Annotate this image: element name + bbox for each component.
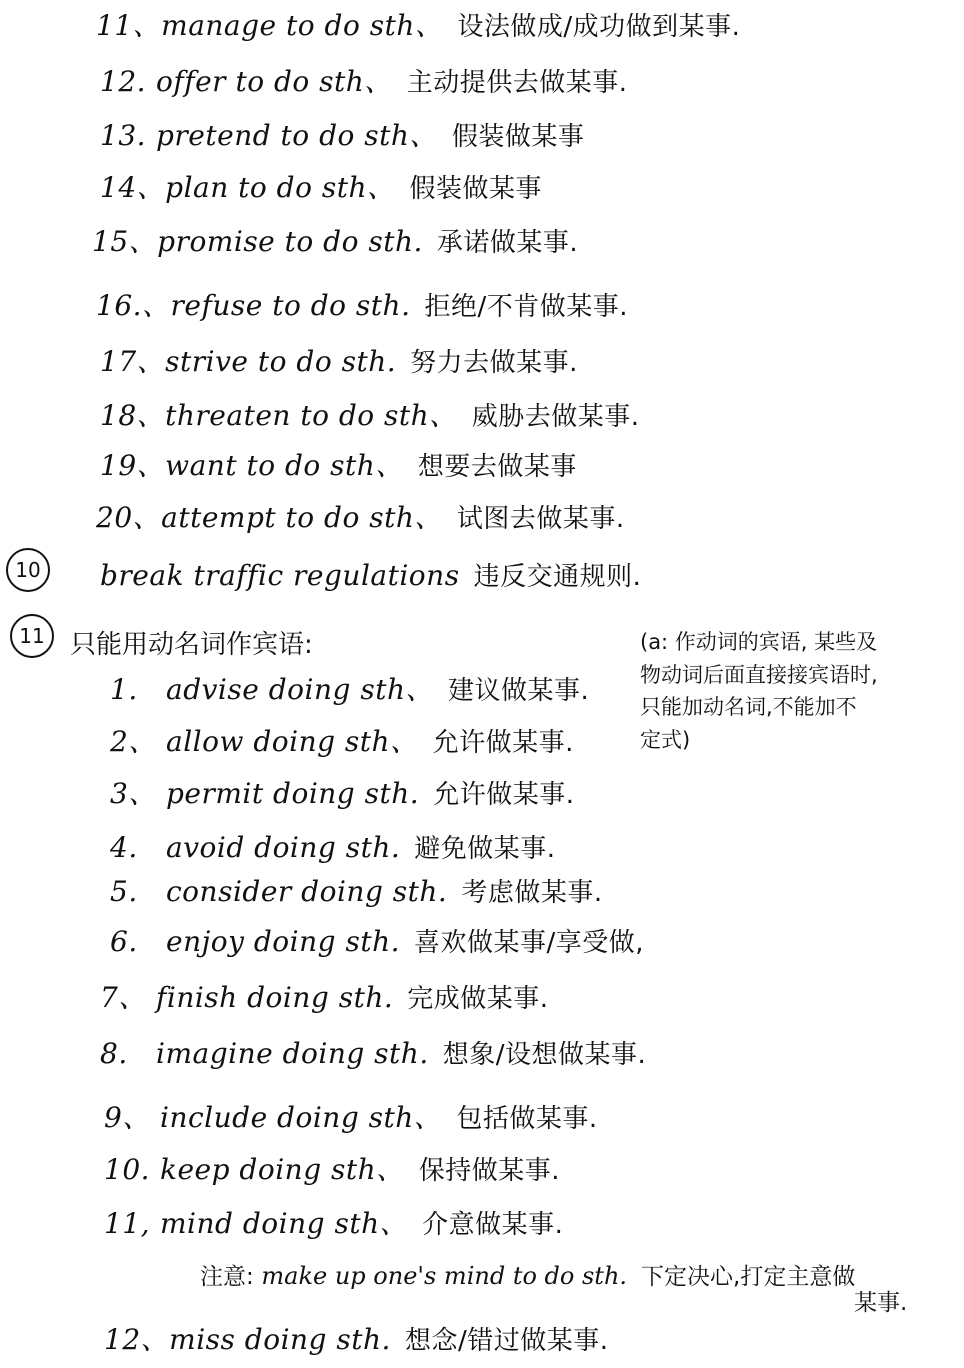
- item-number: 4.: [110, 831, 138, 864]
- item-number: 13.: [100, 119, 147, 152]
- section-marker: 10: [6, 548, 50, 592]
- item-number: 5.: [110, 875, 138, 908]
- item-meaning: 假装做某事: [451, 122, 585, 152]
- item-number: 8.: [100, 1037, 128, 1070]
- list-item: [104, 1101, 598, 1134]
- usage-note-meaning: 下定决心,打定主意做: [641, 1264, 856, 1290]
- item-number: 3、: [110, 777, 157, 810]
- item-phrase: imagine doing sth.: [156, 1037, 429, 1070]
- item-number: 1.: [110, 673, 138, 706]
- item-number: 15、: [92, 225, 158, 258]
- list-item: [100, 65, 628, 98]
- item-number: 9、: [104, 1101, 151, 1134]
- list-item: [100, 345, 578, 378]
- item-phrase: include doing sth、: [160, 1101, 443, 1134]
- list-item: [104, 1207, 564, 1240]
- list-item: [110, 831, 556, 864]
- item-meaning: 想要去做某事: [417, 452, 577, 482]
- item-meaning: 试图去做某事.: [456, 504, 625, 534]
- item-number: 14、: [100, 171, 166, 204]
- list-item: [104, 1153, 560, 1186]
- list-item: [110, 875, 603, 908]
- item-phrase: attempt to do sth、: [161, 501, 443, 534]
- item-phrase: permit doing sth.: [166, 777, 420, 810]
- item-meaning: 设法做成/成功做到某事.: [457, 12, 741, 42]
- item-number: 18、: [100, 399, 166, 432]
- item-phrase: mind doing sth、: [160, 1207, 409, 1240]
- list-item: [92, 225, 579, 258]
- item-meaning: 想念/错过做某事.: [404, 1326, 609, 1356]
- item-number: 11,: [104, 1207, 151, 1240]
- item-number: 17、: [100, 345, 166, 378]
- item-number: 2、: [110, 725, 157, 758]
- item-phrase: manage to do sth、: [161, 9, 444, 42]
- list-item: [110, 925, 645, 958]
- list-item: [100, 171, 543, 204]
- list-item: [96, 9, 741, 42]
- item-number: 6.: [110, 925, 138, 958]
- item-phrase: enjoy doing sth.: [166, 925, 401, 958]
- item-number: 16.、: [96, 289, 171, 322]
- list-item: [110, 777, 575, 810]
- list-item: [100, 399, 640, 432]
- item-meaning: 拒绝/不肯做某事.: [424, 292, 628, 322]
- item-meaning: 假装做某事: [409, 174, 543, 204]
- item-phrase: consider doing sth.: [166, 875, 448, 908]
- item-number: 11、: [96, 9, 162, 42]
- item-meaning: 承诺做某事.: [436, 228, 579, 258]
- list-item: [100, 449, 577, 482]
- side-note: [640, 626, 940, 756]
- item-phrase: want to do sth、: [165, 449, 404, 482]
- item-phrase: offer to do sth、: [156, 65, 393, 98]
- item-meaning: 考虑做某事.: [461, 878, 603, 908]
- item-phrase: advise doing sth、: [166, 673, 434, 706]
- item-number: 12.: [100, 65, 147, 98]
- usage-note-phrase: make up one's mind to do sth.: [261, 1262, 628, 1290]
- item-phrase: threaten to do sth、: [165, 399, 458, 432]
- item-meaning: 包括做某事.: [456, 1104, 598, 1134]
- item-phrase: finish doing sth.: [156, 981, 394, 1014]
- side-note-line: 只能加动名词,不能加不: [640, 695, 857, 720]
- list-item: [96, 289, 628, 322]
- item-meaning: 保持做某事.: [418, 1156, 560, 1186]
- list-item: [100, 119, 585, 152]
- list-item: [110, 673, 590, 706]
- item-meaning: 完成做某事.: [407, 984, 549, 1014]
- usage-note-label: 注意:: [200, 1264, 254, 1290]
- list-item: [104, 1323, 609, 1356]
- item-meaning: 违反交通规则.: [473, 562, 642, 592]
- item-phrase: keep doing sth、: [160, 1153, 405, 1186]
- usage-note: [200, 1258, 855, 1291]
- item-meaning: 避免做某事.: [414, 834, 556, 864]
- list-item: [96, 501, 625, 534]
- list-item: [100, 981, 549, 1014]
- item-phrase: plan to do sth、: [165, 171, 396, 204]
- item-phrase: allow doing sth、: [166, 725, 419, 758]
- item-phrase: pretend to do sth、: [156, 119, 438, 152]
- item-meaning: 允许做某事.: [433, 780, 575, 810]
- item-phrase: avoid doing sth.: [166, 831, 401, 864]
- item-number: 10.: [104, 1153, 151, 1186]
- side-note-line: 物动词后面直接接宾语时,: [640, 662, 878, 687]
- item-phrase: promise to do sth.: [157, 225, 423, 258]
- section-10-line: [100, 559, 642, 592]
- item-meaning: 允许做某事.: [432, 728, 574, 758]
- item-meaning: 努力去做某事.: [410, 348, 578, 378]
- item-meaning: 主动提供去做某事.: [406, 68, 628, 98]
- side-note-line: (a: 作动词的宾语, 某些及: [640, 630, 878, 654]
- item-number: 12、: [104, 1323, 170, 1356]
- list-item: [110, 725, 574, 758]
- item-number: 19、: [100, 449, 166, 482]
- item-phrase: break traffic regulations: [100, 559, 460, 592]
- item-meaning: 建议做某事.: [447, 676, 590, 706]
- item-meaning: 介意做某事.: [422, 1210, 564, 1240]
- item-meaning: 威胁去做某事.: [471, 402, 640, 432]
- section-marker: 11: [10, 614, 54, 658]
- item-phrase: refuse to do sth.: [170, 289, 411, 322]
- item-number: 7、: [100, 981, 147, 1014]
- item-meaning: 喜欢做某事/享受做,: [414, 928, 645, 958]
- list-item: [100, 1037, 647, 1070]
- section-heading: 只能用动名词作宾语:: [70, 630, 313, 660]
- side-note-line: 定式): [640, 727, 691, 752]
- usage-note-continued: [854, 1284, 907, 1317]
- item-meaning: 想象/设想做某事.: [442, 1040, 647, 1070]
- item-phrase: strive to do sth.: [165, 345, 397, 378]
- item-phrase: miss doing sth.: [169, 1323, 391, 1356]
- usage-note-meaning-cont: 某事.: [854, 1290, 908, 1316]
- item-number: 20、: [96, 501, 162, 534]
